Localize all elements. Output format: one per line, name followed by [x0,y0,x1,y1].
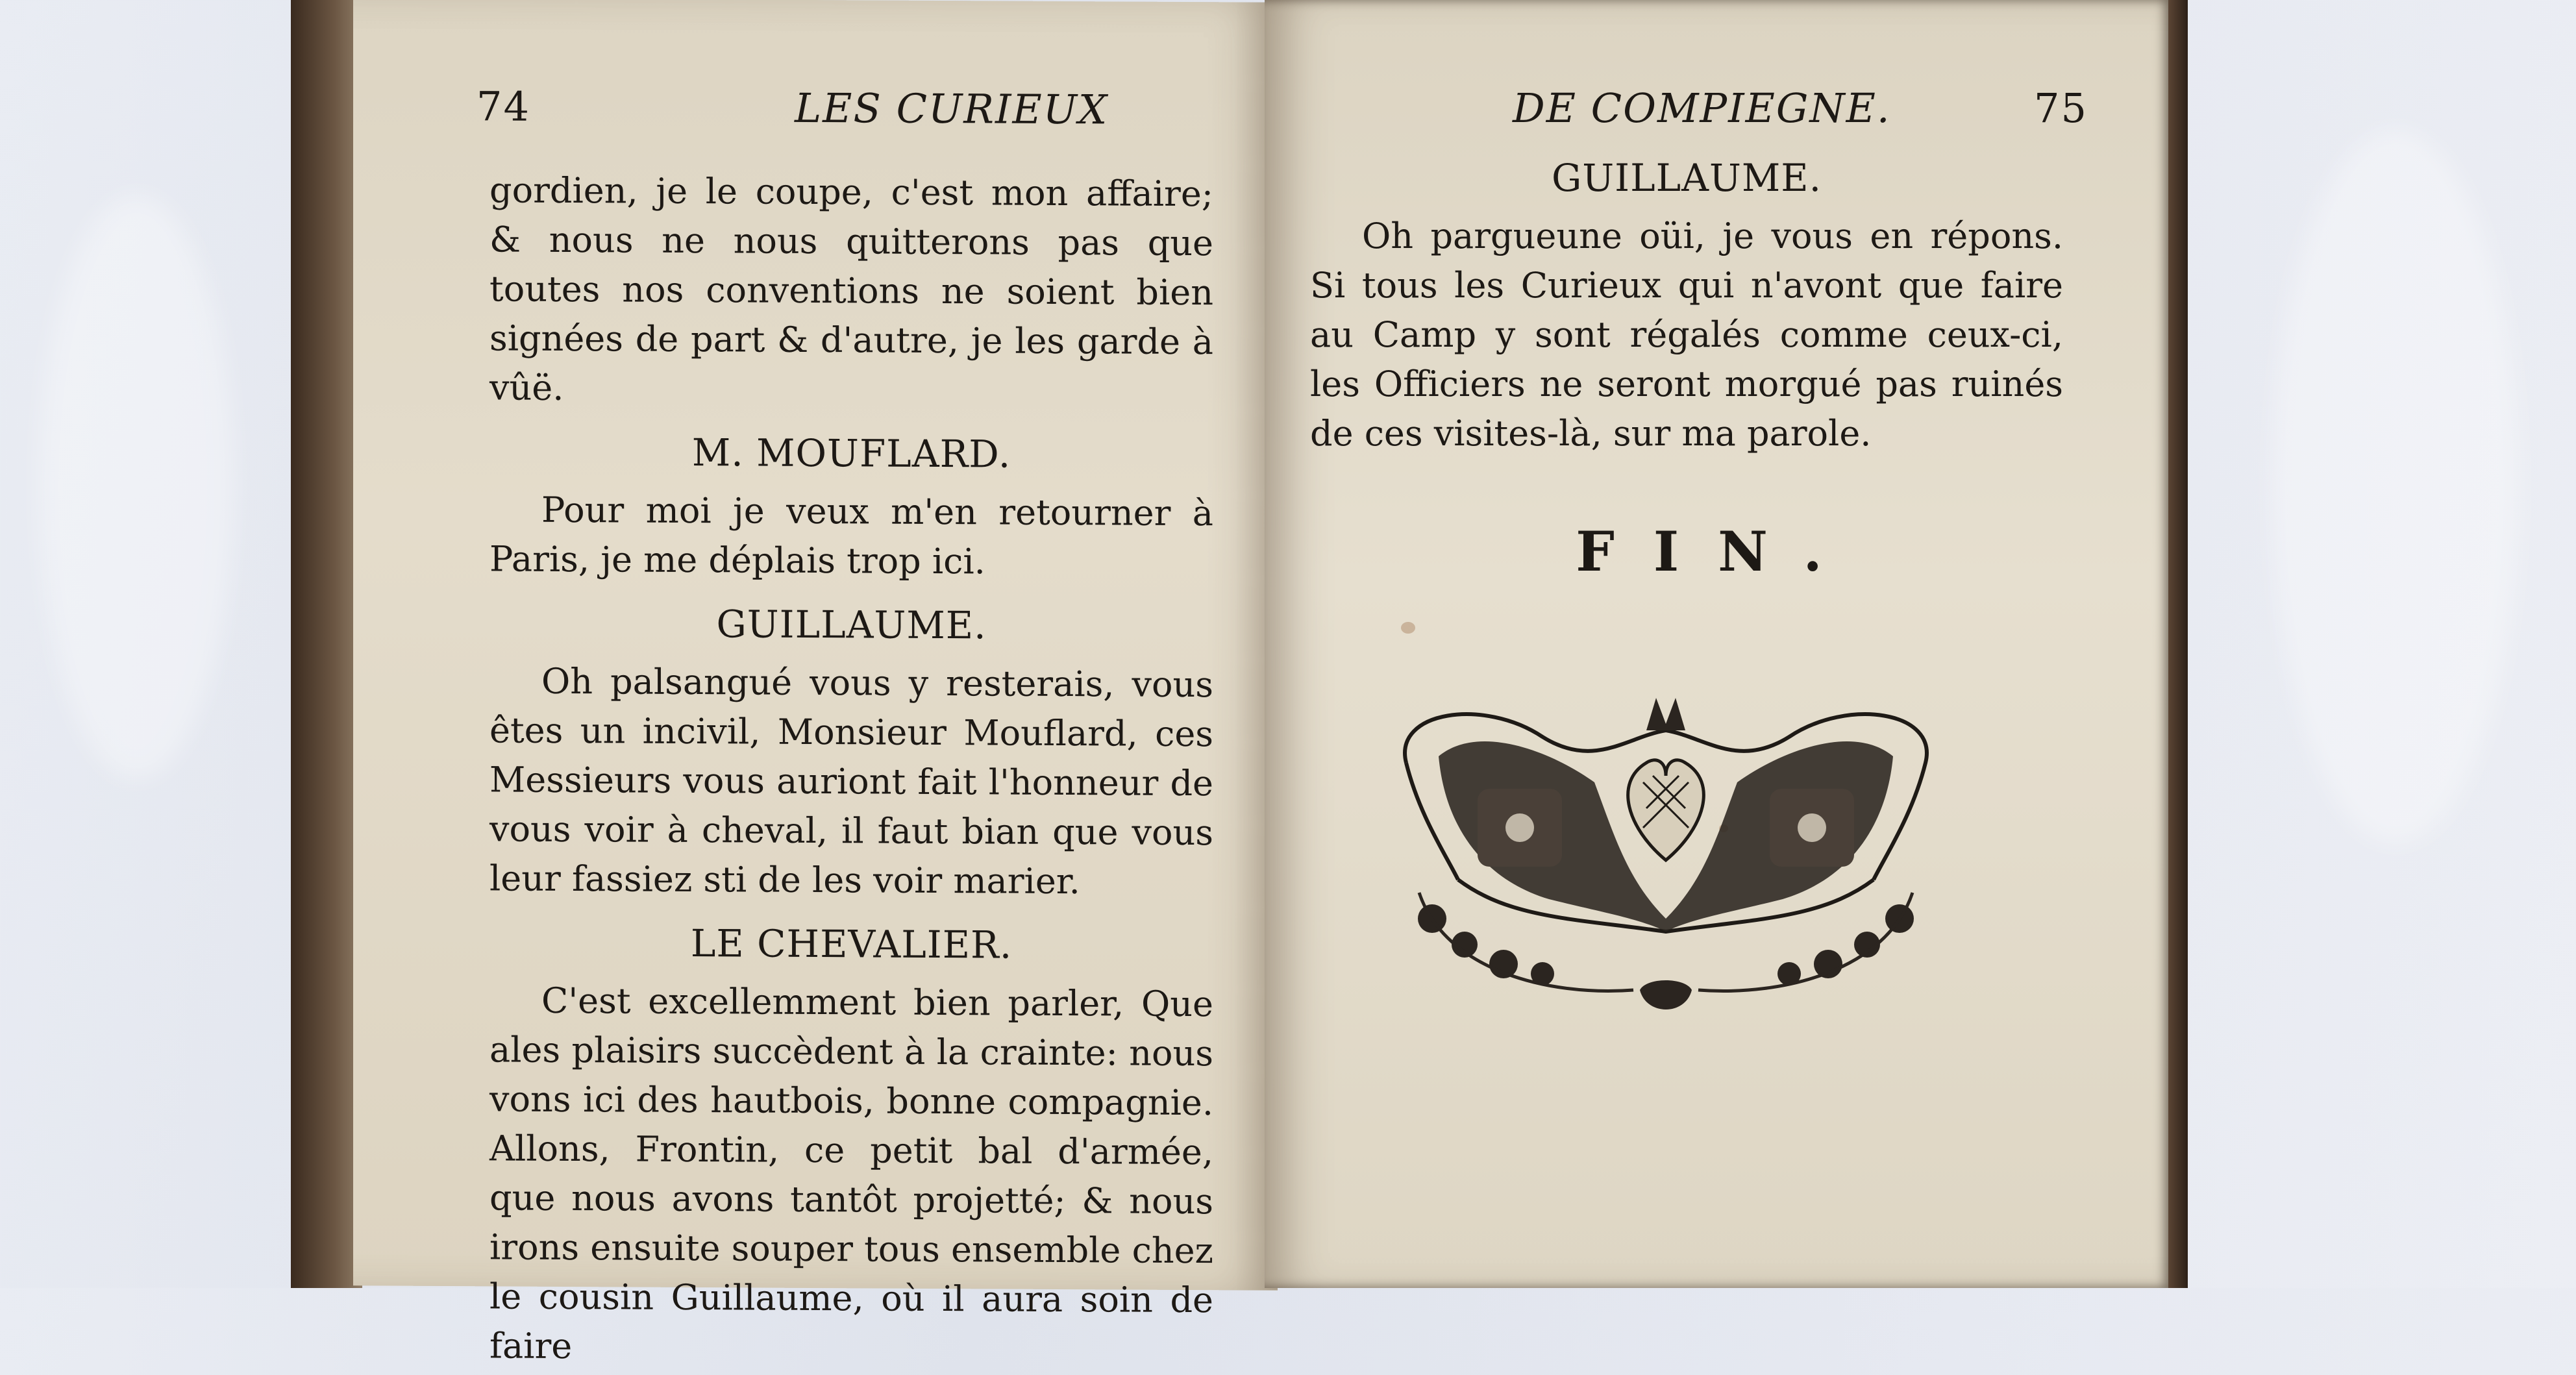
book-cover-edge [2168,0,2188,1288]
speech-text: Oh pargueune oüi, je vous en répons. Si tous les Curieux qui n'avont que faire au Camp y sont régalés comme ceux-ci, les Officiers ne seront morgué pas ruinés de ces visites-là, sur ma parole. [1310,216,2063,454]
opening-text: gordien, je le coupe, c'est mon affaire; & nous ne nous quitterons pas que toutes nos conventions ne soient bien signées de part & d'autre, je les garde à vûë. [489,169,1213,408]
speaker-heading: M. MOUFLARD. [691,430,1011,477]
cloth-fold [39,195,234,779]
book-cover-edge [291,0,362,1288]
running-head-left: LES CURIEUX [795,84,1109,134]
vignette-boss [1798,813,1826,842]
speech-paragraph [1310,212,2063,458]
speech-paragraph [489,656,1213,907]
speech-text: C'est excellemment bien parler, Que ales plaisirs succèdent à la crainte: nous vons ici des hautbois, bonne compagnie. Allons, Frontin, ce petit bal d'armée, que nous avons tantôt projetté; & nous irons ensuite souper tous ensemble chez le cousin Guillaume, où il aura soin de faire [489,980,1213,1367]
heart-icon [1628,760,1704,860]
opening-paragraph [489,166,1213,416]
speech-paragraph [489,976,1213,1374]
flower-garland [1418,893,1914,991]
left-page [353,0,1278,1367]
speech-text: Oh palsangué vous y resterais, vous êtes un incivil, Monsieur Mouflard, ces Messieurs vous auriont fait l'honneur de vous voir à cheval, il faut bian que vous leur fassiez sti de les voir marier. [489,660,1213,902]
page-number-right: 75 [2034,84,2088,132]
running-head-right: DE COMPIEGNE. [1513,84,1891,132]
right-page [1265,0,2172,1288]
cloth-fold [2272,130,2519,844]
speech-paragraph [489,485,1213,588]
right-page-body [1310,156,2063,458]
vignette-boss [1505,813,1534,842]
speaker-heading: LE CHEVALIER. [690,921,1013,967]
crown-icon [1646,698,1685,730]
open-book [291,0,2220,1367]
speaker-heading: GUILLAUME. [1551,156,1822,200]
fin-label: FIN. [1576,519,1861,584]
speech-text: Pour moi je veux m'en retourner à Paris, je me déplais trop ici. [489,489,1213,582]
foxing-spot [1401,622,1415,634]
speaker-heading: GUILLAUME. [716,602,987,648]
ornamental-vignette [1380,685,1951,1035]
page-number-left: 74 [477,82,530,130]
left-page-body [489,166,1213,1374]
vignette-pendant [1640,980,1692,1010]
